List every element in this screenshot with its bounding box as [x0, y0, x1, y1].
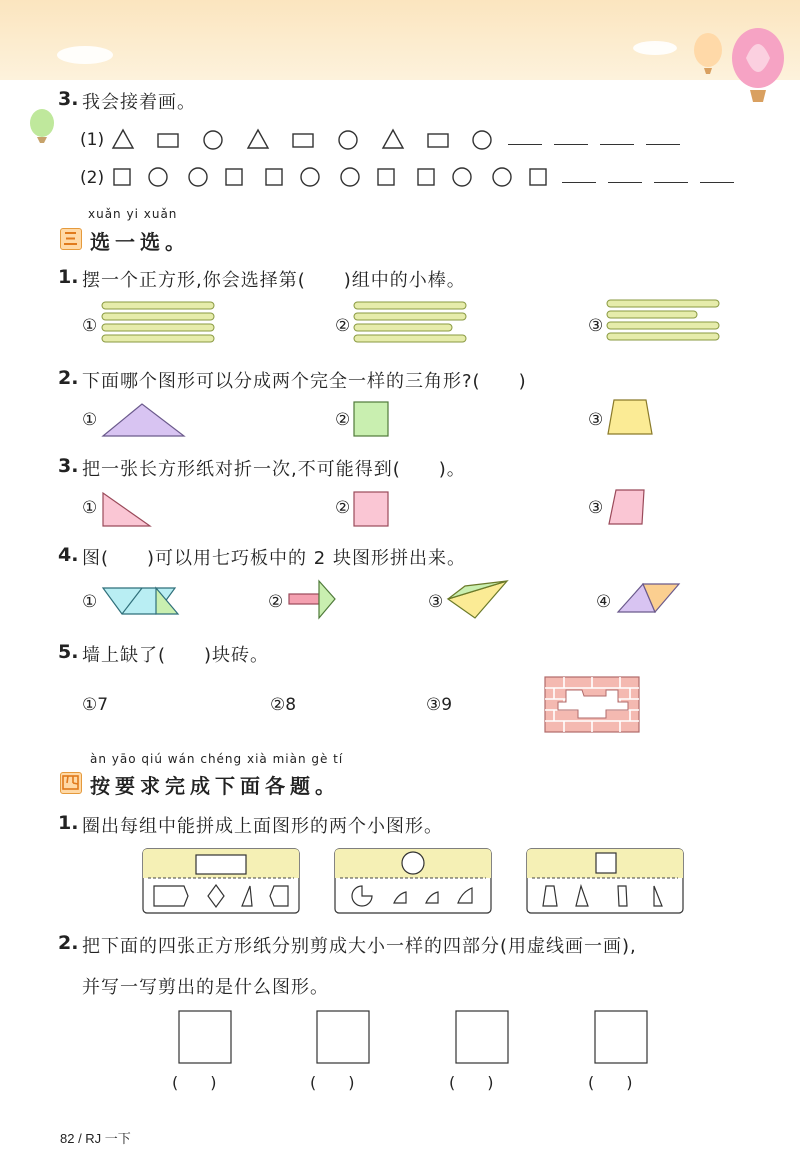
- s3-q4-option-2-arrow[interactable]: [287, 578, 347, 624]
- s3-q5-number: 5.: [58, 641, 79, 663]
- section4-title: 按要求完成下面各题。: [90, 774, 340, 798]
- s4-q1-panel-1[interactable]: [142, 848, 302, 916]
- s3-q2-option-1-label[interactable]: ①: [82, 410, 98, 430]
- s4-q2-text: 把下面的四张正方形纸分别剪成大小一样的四部分(用虚线画一画),: [82, 936, 637, 957]
- s3-q3-option-3-label[interactable]: ③: [588, 498, 604, 518]
- s4-q2-square-2[interactable]: [316, 1010, 372, 1066]
- q3-row2-shapes: [110, 164, 570, 190]
- section4-number-glyph: [61, 773, 80, 792]
- s3-q4-option-3-kite[interactable]: [445, 578, 515, 624]
- section3-pinyin: xuǎn yi xuǎn: [88, 207, 178, 221]
- q3-number: 3.: [58, 88, 79, 110]
- small-balloon-icon: [22, 108, 62, 148]
- s3-q5-option-2[interactable]: ②8: [270, 695, 297, 715]
- s3-q5-brick-wall: [544, 676, 644, 736]
- s3-q2-text: 下面哪个图形可以分成两个完全一样的三角形?( ): [82, 371, 527, 392]
- s3-q1-text: 摆一个正方形,你会选择第( )组中的小棒。: [82, 270, 466, 291]
- s3-q5-text: 墙上缺了( )块砖。: [82, 645, 270, 666]
- section4-badge: [60, 772, 82, 794]
- s4-q2-square-1[interactable]: [178, 1010, 234, 1066]
- s4-q1-panel-3[interactable]: [526, 848, 686, 916]
- s3-q4-option-1-label[interactable]: ①: [82, 592, 98, 612]
- s3-q2-number: 2.: [58, 367, 79, 389]
- s3-q2-option-1-triangle[interactable]: [100, 400, 190, 442]
- q3-row2-label: (2): [80, 168, 105, 188]
- q3-row1-label: (1): [80, 130, 105, 150]
- s4-q2-answer-4[interactable]: ( ): [588, 1073, 633, 1092]
- s3-q1-option-1-label[interactable]: ①: [82, 316, 98, 336]
- s3-q5-option-3[interactable]: ③9: [426, 695, 453, 715]
- s3-q1-option-3-sticks[interactable]: [605, 298, 725, 346]
- s4-q2-answer-1[interactable]: ( ): [172, 1073, 217, 1092]
- s3-q2-option-3-trapezoid[interactable]: [606, 398, 658, 438]
- page-footer: 82 / RJ 一下: [60, 1131, 131, 1146]
- s3-q3-option-2-square[interactable]: [352, 490, 392, 530]
- s4-q2-number: 2.: [58, 932, 79, 954]
- section3-title: 选一选。: [90, 230, 190, 254]
- s3-q4-number: 4.: [58, 544, 79, 566]
- section4-pinyin: àn yāo qiú wán chéng xià miàn gè tí: [90, 752, 344, 766]
- s3-q2-option-2-label[interactable]: ②: [335, 410, 351, 430]
- s4-q1-panel-2[interactable]: [334, 848, 494, 916]
- s4-q1-number: 1.: [58, 812, 79, 834]
- s3-q3-text: 把一张长方形纸对折一次,不可能得到( )。: [82, 459, 466, 480]
- s3-q3-option-3-trapezoid[interactable]: [606, 488, 650, 528]
- s3-q4-option-4-label[interactable]: ④: [596, 592, 612, 612]
- s3-q4-option-1-parallelogram[interactable]: [100, 584, 184, 620]
- s3-q1-option-1-sticks[interactable]: [100, 300, 220, 348]
- s4-q2-answer-3[interactable]: ( ): [449, 1073, 494, 1092]
- s4-q2-text-line2: 并写一写剪出的是什么图形。: [82, 977, 329, 998]
- s3-q3-option-1-triangle[interactable]: [100, 490, 156, 530]
- s4-q2-square-4[interactable]: [594, 1010, 650, 1066]
- s3-q1-option-2-label[interactable]: ②: [335, 316, 351, 336]
- s4-q1-text: 圈出每组中能拼成上面图形的两个小图形。: [82, 816, 443, 837]
- s3-q4-option-2-label[interactable]: ②: [268, 592, 284, 612]
- q3-row1-answer-blanks[interactable]: [508, 130, 692, 149]
- s3-q3-option-2-label[interactable]: ②: [335, 498, 351, 518]
- s3-q2-option-3-label[interactable]: ③: [588, 410, 604, 430]
- s3-q3-option-1-label[interactable]: ①: [82, 498, 98, 518]
- s3-q4-option-4-shape[interactable]: [615, 580, 685, 620]
- q3-row2-answer-blanks[interactable]: [562, 168, 746, 187]
- s3-q2-option-2-square[interactable]: [352, 400, 392, 440]
- s3-q5-option-1[interactable]: ①7: [82, 695, 109, 715]
- s3-q1-option-3-label[interactable]: ③: [588, 316, 604, 336]
- s3-q1-option-2-sticks[interactable]: [352, 300, 472, 348]
- s3-q4-text: 图( )可以用七巧板中的 2 块图形拼出来。: [82, 548, 466, 569]
- section3-number-glyph: [61, 229, 80, 248]
- q3-text: 我会接着画。: [82, 92, 196, 113]
- s3-q4-option-3-label[interactable]: ③: [428, 592, 444, 612]
- hot-air-balloon-icon: [680, 28, 800, 118]
- s3-q3-number: 3.: [58, 455, 79, 477]
- section3-badge: [60, 228, 82, 250]
- s4-q2-square-3[interactable]: [455, 1010, 511, 1066]
- s4-q2-answer-2[interactable]: ( ): [310, 1073, 355, 1092]
- s3-q1-number: 1.: [58, 266, 79, 288]
